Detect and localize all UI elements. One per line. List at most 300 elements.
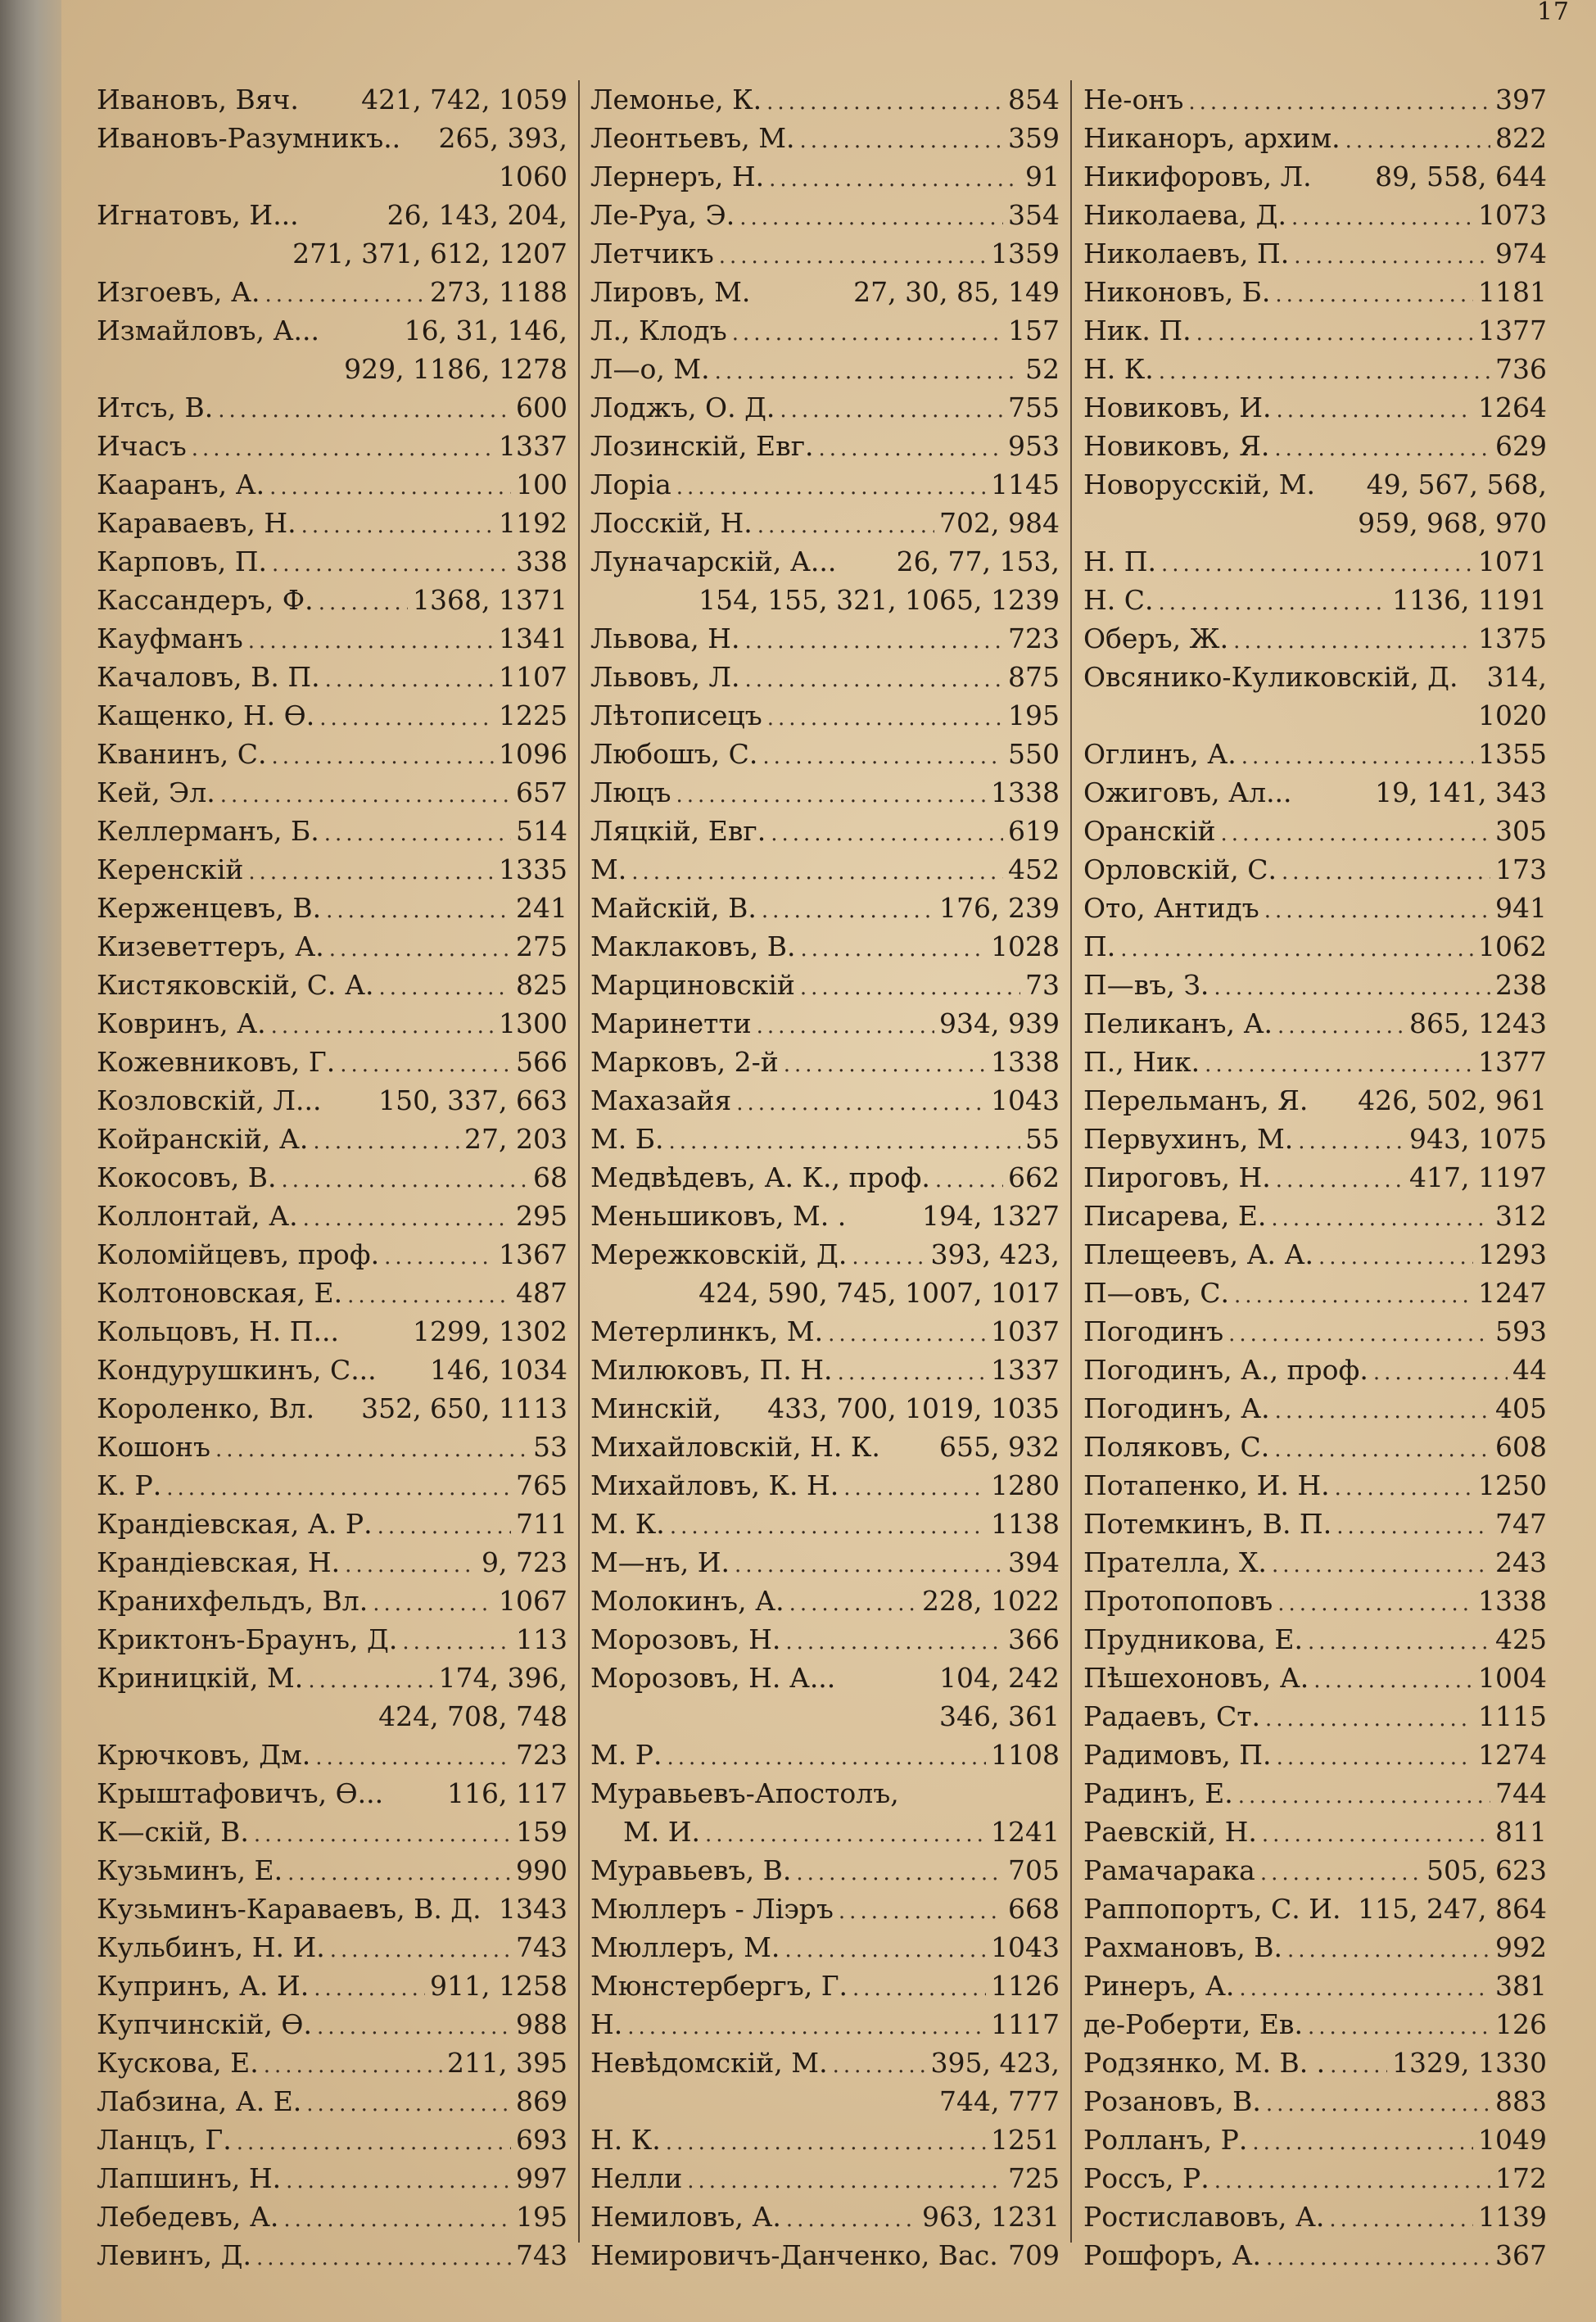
entry-pages: 629 [1495,430,1547,462]
dot-leader [264,2047,442,2082]
entry-pages: 1337 [991,1354,1060,1386]
entry-pages: 68 [533,1161,567,1193]
entry-name: Мюнстербергъ, Г. [590,1970,848,2002]
entry-pages: 1377 [1478,315,1547,346]
entry-pages: 997 [516,2162,567,2194]
entry-name: Прателла, Х. [1083,1546,1267,1578]
index-entry [97,1967,567,2005]
dot-leader [314,1970,425,2005]
entry-name: Новорусскій, М. [1083,468,1316,500]
entry-name: Кольцовъ, Н. П... [97,1315,339,1347]
index-entry [97,119,567,196]
entry-name: Н. К. [1083,353,1154,385]
index-entry [97,773,567,812]
index-entry [590,1197,1060,1235]
dot-leader [1272,1546,1490,1582]
index-line [1083,1158,1547,1197]
entry-pages: 295 [516,1200,567,1232]
dot-leader [1330,2047,1387,2082]
index-line [1083,812,1547,850]
entry-pages: 992 [1495,1931,1547,1963]
dot-leader [192,430,494,465]
dot-leader [1275,1392,1490,1428]
book-binding-edge [0,0,61,2322]
dot-leader [1276,1161,1404,1197]
index-entry [590,658,1060,696]
dot-leader [676,468,986,504]
dot-leader [1234,1277,1473,1312]
index-entry [1083,1620,1547,1659]
entry-pages: 953 [1008,430,1060,462]
entry-name: Кожевниковъ, Г. [97,1046,336,1078]
index-line [590,1774,1060,1813]
index-line [97,1967,567,2005]
index-line [590,1659,1060,1697]
index-continuation-line [97,234,567,273]
entry-name: Никоновъ, Б. [1083,276,1271,308]
index-line [97,658,567,696]
index-entry [590,80,1060,119]
entry-name: Прудникова, Е. [1083,1623,1303,1655]
index-line [97,1351,567,1389]
dot-leader [1345,122,1490,157]
entry-pages: 1274 [1478,1739,1547,1771]
entry-name: Оглинъ, А. [1083,738,1237,770]
index-line [1083,427,1547,465]
entry-name: П—въ, З. [1083,969,1209,1001]
entry-pages: 417, 1197 [1409,1161,1547,1193]
index-entry [97,2198,567,2236]
dot-leader [256,2239,511,2274]
entry-name: Койранскій, А. [97,1123,309,1155]
index-entry [1083,1312,1547,1351]
entry-pages: 1192 [499,507,567,539]
index-continuation-line [590,1813,1060,1851]
index-continuation-line [590,581,1060,619]
entry-name: Раевскій, Н. [1083,1816,1257,1848]
entry-name: Мюллеръ, М. [590,1931,780,1963]
index-entry [1083,2121,1547,2159]
index-entry [1083,1697,1547,1736]
entry-name: Лернеръ, Н. [590,161,765,192]
index-entry [1083,619,1547,658]
entry-name: Маклаковъ, В. [590,930,796,962]
index-line [97,2236,567,2274]
index-entry [590,427,1060,465]
entry-pages: 394 [1008,1546,1060,1578]
dot-leader [254,1816,511,1851]
dot-leader [319,584,408,619]
entry-name: П. [1083,930,1116,962]
entry-name: Керженцевъ, В. [97,892,322,924]
entry-name: Ожиговъ, Ал... [1083,776,1292,808]
entry-pages: 755 [1008,392,1060,423]
entry-pages: 116, 117 [447,1777,567,1809]
entry-name: Писарева, Е. [1083,1200,1267,1232]
dot-leader [248,853,494,889]
entry-name: Ото, Антидъ [1083,892,1259,924]
entry-pages: 1107 [499,661,567,693]
index-entry [1083,427,1547,465]
index-entry [590,1851,1060,1890]
dot-leader [220,776,511,812]
index-entry [590,157,1060,196]
dot-leader [1274,1431,1490,1466]
dot-leader [306,2085,511,2121]
entry-pages: 1060 [499,161,567,192]
entry-pages: 941 [1495,892,1547,924]
entry-name: Рамачарака [1083,1854,1255,1886]
dot-leader [780,392,1003,427]
index-line [97,273,567,311]
entry-pages: 854 [1008,84,1060,115]
index-line [590,465,1060,504]
entry-name: Марковъ, 2-й [590,1046,779,1078]
entry-pages: 709 [1008,2239,1060,2271]
index-entry [590,696,1060,735]
index-line [1083,388,1547,427]
index-line [1083,542,1547,581]
index-entry [590,850,1060,889]
index-line [590,542,1060,581]
entry-pages: 146, 1034 [430,1354,567,1386]
index-entry [590,966,1060,1004]
entry-name: Морозовъ, Н. [590,1623,781,1655]
entry-name: Потапенко, И. Н. [1083,1469,1330,1501]
dot-leader [237,2124,511,2159]
index-line [1083,1466,1547,1505]
index-line [97,1274,567,1312]
entry-name: Кондурушкинъ, С... [97,1354,377,1386]
index-entry [1083,1543,1547,1582]
index-entry [97,966,567,1004]
dot-leader [326,892,511,927]
index-line [97,850,567,889]
entry-pages: 1335 [499,853,567,885]
dot-leader [670,1508,986,1543]
entry-pages: 425 [1495,1623,1547,1655]
entry-pages: 875 [1008,661,1060,693]
entry-name: Н. С. [1083,584,1154,616]
entry-name: Итсъ, В. [97,392,214,423]
index-entry [97,581,567,619]
index-entry [590,1505,1060,1543]
index-entry [590,311,1060,350]
index-line [590,273,1060,311]
index-line [1083,1851,1547,1890]
index-entry [97,1197,567,1235]
dot-leader [319,699,494,735]
entry-name: Лозинскій, Евг. [590,430,814,462]
index-entry [1083,966,1547,1004]
index-entry [590,388,1060,427]
entry-pages: 91 [1025,161,1060,192]
entry-name: Кистяковскій, С. А. [97,969,374,1001]
entry-name: Муравьевъ, В. [590,1854,792,1886]
index-entry [1083,1890,1547,1928]
entry-pages: 1136, 1191 [1392,584,1547,616]
index-entry [590,812,1060,850]
index-entry [1083,1967,1547,2005]
entry-name: Н. [590,2008,623,2040]
entry-name: Луначарскій, А... [590,545,837,577]
entry-pages: 1359 [991,238,1060,269]
entry-name: Купчинскій, Ѳ. [97,2008,312,2040]
index-line [1083,2044,1547,2082]
index-line [1083,1890,1547,1928]
entry-pages: 150, 337, 663 [378,1084,567,1116]
entry-name: Медвѣдевъ, А. К., проф. [590,1161,930,1193]
page-number: 17 [1536,0,1570,26]
entry-name: Кей, Эл. [97,776,215,808]
index-line [590,2198,1060,2236]
index-entry [1083,1428,1547,1466]
entry-name: Раппопортъ, С. И. [1083,1893,1341,1925]
index-line [1083,1235,1547,1274]
dot-leader [1287,1931,1490,1967]
entry-name: Кванинъ, С. [97,738,267,770]
index-line [97,1043,567,1081]
index-entry [97,1235,567,1274]
index-line [590,658,1060,696]
entry-pages: 1337 [499,430,567,462]
entry-pages: 211, 395 [447,2047,567,2079]
entry-name: П., Ник. [1083,1046,1200,1078]
entry-name: Перельманъ, Я. [1083,1084,1309,1116]
entry-pages: 55 [1025,1123,1060,1155]
index-continuation-line [1083,504,1547,542]
entry-name: Новиковъ, И. [1083,392,1272,423]
index-line [590,2236,1060,2274]
entry-name: Погодинъ, А., проф. [1083,1354,1368,1386]
entry-name: Оберъ, Ж. [1083,622,1229,654]
index-line [97,1081,567,1120]
index-entry [97,273,567,311]
entry-pages: 405 [1495,1392,1547,1424]
index-line [1083,1428,1547,1466]
index-line [97,812,567,850]
column-divider [1070,80,1072,2243]
dot-leader [1266,2085,1490,2121]
entry-pages: 655, 932 [939,1431,1060,1463]
index-entry [97,1158,567,1197]
entry-name: Кошонъ [97,1431,210,1463]
entry-name: Крючковъ, Дм. [97,1739,311,1771]
dot-leader [796,1854,1003,1890]
dot-leader [325,661,494,696]
entry-pages: 1247 [1478,1277,1547,1309]
dot-leader [378,1508,511,1543]
dot-leader [1298,1123,1404,1158]
entry-pages: 424, 708, 748 [378,1700,567,1732]
index-entry [590,1543,1060,1582]
index-line [97,2198,567,2236]
index-line [97,1235,567,1274]
dot-leader [627,2008,986,2044]
entry-pages: 26, 77, 153, [896,545,1060,577]
index-line [1083,658,1547,696]
index-entry [97,2159,567,2198]
dot-leader [1262,1816,1490,1851]
entry-pages: 1139 [1478,2201,1547,2233]
entry-name: Радинъ, Е. [1083,1777,1233,1809]
index-line [590,234,1060,273]
index-entry [1083,2236,1547,2274]
index-line [1083,1043,1547,1081]
index-column-2 [580,80,1070,2274]
index-line [590,1120,1060,1158]
dot-leader [828,1315,986,1351]
index-entry [590,234,1060,273]
index-line [97,542,567,581]
entry-pages: 393, 423, [930,1238,1060,1270]
entry-pages: 990 [516,1854,567,1886]
entry-name: Кузьминъ-Караваевъ, В. Д. [97,1893,482,1925]
index-line [97,504,567,542]
index-line [97,581,567,619]
index-line [590,1466,1060,1505]
index-entry [590,735,1060,773]
entry-name: Михайловскій, Н. К. [590,1431,880,1463]
index-entry [1083,311,1547,350]
entry-pages: 172 [1495,2162,1547,2194]
entry-pages: 974 [1495,238,1547,269]
dot-leader [843,1469,986,1505]
index-entry [97,1620,567,1659]
index-line [590,1428,1060,1466]
index-entry [1083,465,1547,542]
index-continuation-line [590,1697,1060,1736]
index-entry [590,196,1060,234]
dot-leader [839,1893,1003,1928]
entry-name: Кускова, Е. [97,2047,259,2079]
index-continuation-line [1083,696,1547,735]
entry-name: Игнатовъ, И... [97,199,299,231]
index-entry [1083,1004,1547,1043]
entry-name: Ринеръ, А. [1083,1970,1235,2002]
entry-pages: 381 [1495,1970,1547,2002]
entry-name: Майскій, В. [590,892,757,924]
index-line [97,196,567,234]
index-line [1083,889,1547,927]
index-entry [97,2005,567,2044]
index-line [1083,2082,1547,2121]
dot-leader [215,1431,528,1466]
entry-pages: 723 [1008,622,1060,654]
index-entry [97,619,567,658]
dot-leader [1214,969,1490,1004]
index-line [1083,927,1547,966]
index-entry [1083,350,1547,388]
index-line [97,1197,567,1235]
entry-pages: 743 [516,2239,567,2271]
index-line [590,889,1060,927]
index-line [1083,1081,1547,1120]
entry-name: Нелли [590,2162,683,2194]
dot-leader [719,238,986,273]
index-line [97,735,567,773]
entry-pages: 265, 393, [438,122,567,154]
index-entry [97,1312,567,1351]
entry-name: Л—о, М. [590,353,710,385]
index-line [97,1543,567,1582]
entry-pages: 126 [1495,2008,1547,2040]
index-line [97,2082,567,2121]
index-line [590,119,1060,157]
index-line [1083,1813,1547,1851]
index-entry [1083,1928,1547,1967]
entry-name: Кокосовъ, В. [97,1161,277,1193]
index-entry [1083,234,1547,273]
entry-pages: 424, 590, 745, 1007, 1017 [699,1277,1060,1309]
entry-name: Махазайя [590,1084,732,1116]
index-entry [97,1428,567,1466]
index-line [1083,619,1547,658]
index-line [97,1120,567,1158]
dot-leader [1308,1623,1490,1659]
entry-name: Первухинъ, М. [1083,1123,1294,1155]
entry-pages: 736 [1495,353,1547,385]
dot-leader [1264,892,1490,927]
entry-pages: 514 [516,815,567,847]
index-entry [1083,196,1547,234]
entry-pages: 1280 [991,1469,1060,1501]
index-entry [97,1505,567,1543]
entry-name: Кульбинъ, Н. И. [97,1931,325,1963]
entry-pages: 1138 [991,1508,1060,1540]
index-line [97,119,567,157]
index-line [97,1774,567,1813]
entry-name: Кауфманъ [97,622,243,654]
entry-name: Кизеветтеръ, А. [97,930,324,962]
dot-leader [771,815,1003,850]
dot-leader [317,2008,511,2044]
index-line [97,1813,567,1851]
entry-pages: 194, 1327 [922,1200,1060,1232]
entry-name: Радаевъ, Ст. [1083,1700,1260,1732]
dot-leader [1260,1854,1422,1890]
entry-pages: 19, 141, 343 [1375,776,1547,808]
index-line [1083,1505,1547,1543]
entry-name: Коллонтай, А. [97,1200,298,1232]
entry-pages: 1067 [499,1585,567,1617]
dot-leader [1277,1739,1473,1774]
dot-leader [1329,2201,1473,2236]
index-line [97,619,567,658]
entry-name: Крандіевская, Н. [97,1546,341,1578]
index-entry [590,1967,1060,2005]
entry-pages: 1329, 1330 [1392,2047,1547,2079]
entry-pages: 1300 [499,1007,567,1039]
index-line [1083,773,1547,812]
entry-pages: 869 [516,2085,567,2117]
index-entry [1083,1158,1547,1197]
index-entry [97,889,567,927]
entry-name: М—нъ, И. [590,1546,730,1578]
entry-pages: 173 [1495,853,1547,885]
index-continuation-line [97,350,567,388]
index-line [590,504,1060,542]
index-line [1083,1582,1547,1620]
entry-name: Ролланъ, Р. [1083,2124,1248,2156]
index-line [97,1389,567,1428]
index-line [97,1505,567,1543]
entry-pages: 312 [1495,1200,1547,1232]
entry-pages: 228, 1022 [922,1585,1060,1617]
entry-name: Криницкій, М. [97,1662,304,1694]
index-line [1083,350,1547,388]
dot-leader [1275,276,1473,311]
